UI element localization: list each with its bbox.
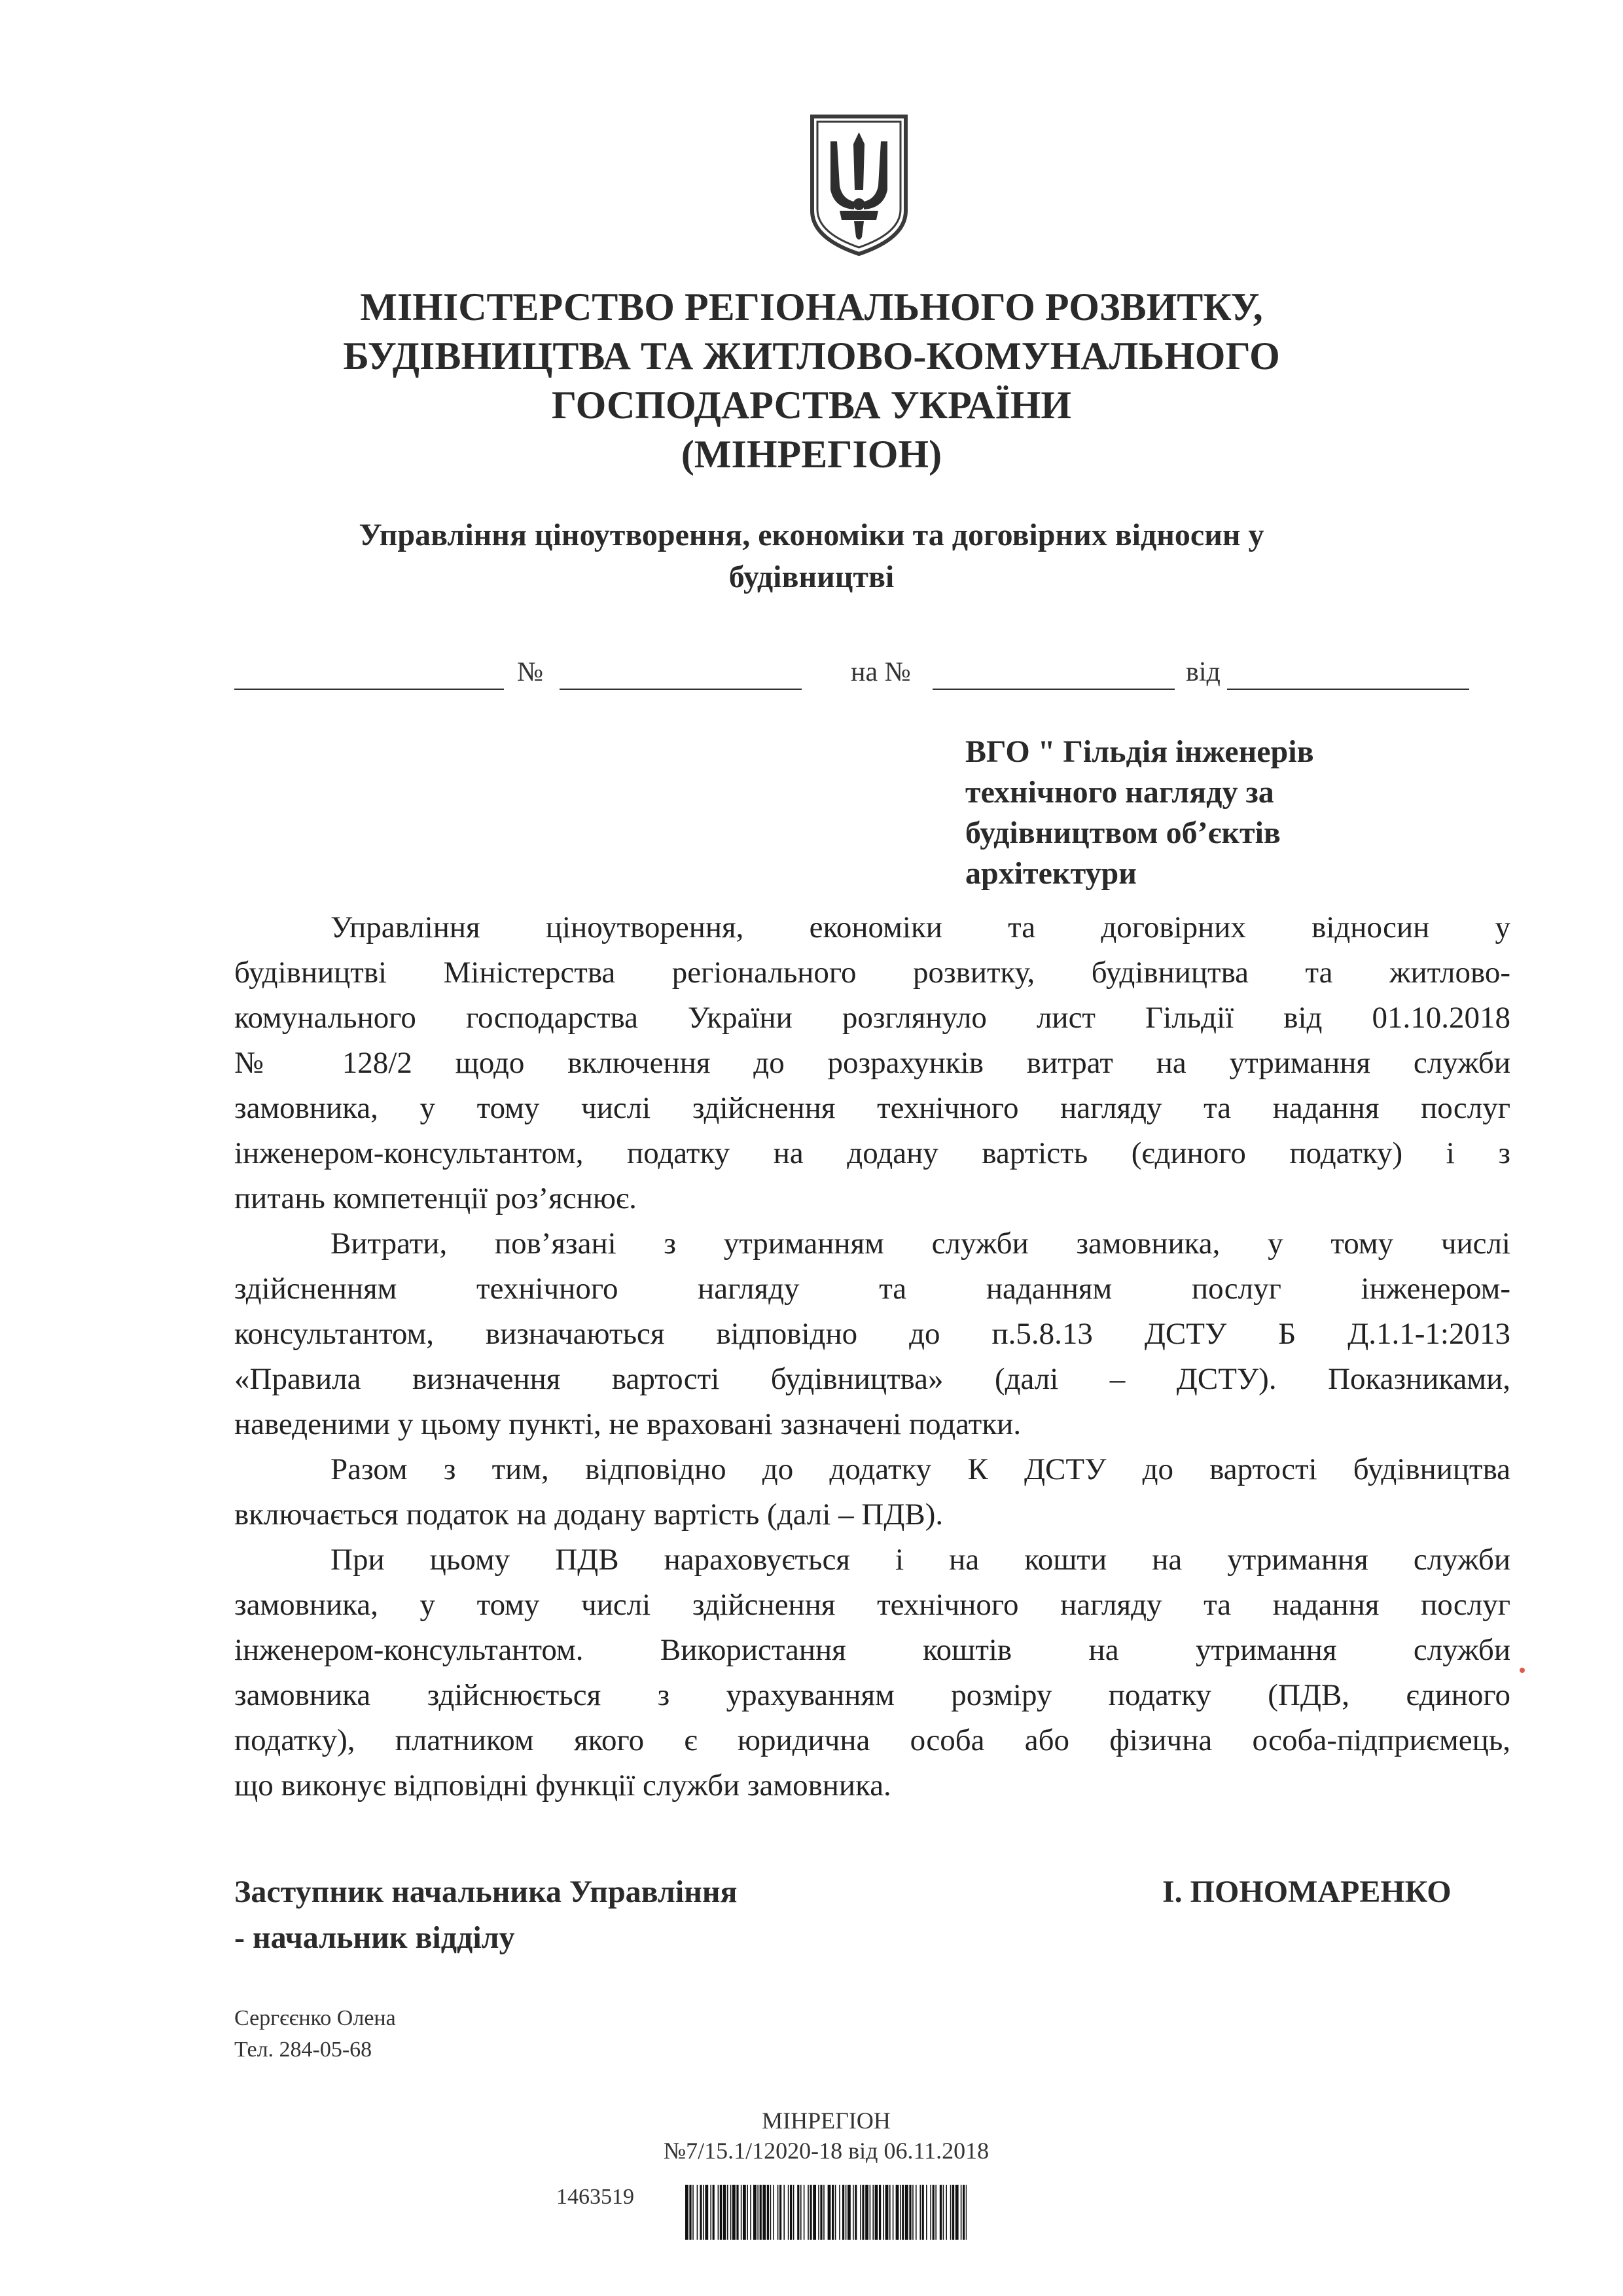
signer-name: І. ПОНОМАРЕНКО: [1162, 1874, 1452, 1909]
body-line: консультантом, визначаються відповідно до п.5.8.13 ДСТУ Б Д.1.1-1:2013: [234, 1317, 1510, 1351]
body-line: Управління ціноутворення, економіки та договірних відносин у: [330, 910, 1510, 944]
ministry-title-line: МІНІСТЕРСТВО РЕГІОНАЛЬНОГО РОЗВИТКУ,: [360, 285, 1263, 329]
date-underline: [234, 689, 504, 690]
body-line: податку), платником якого є юридична особа або фізична особа-підприємець,: [234, 1723, 1510, 1757]
body-line: При цьому ПДВ нараховується і на кошти на утримання служби: [330, 1543, 1510, 1577]
ministry-title-line: (МІНРЕГІОН): [681, 433, 942, 476]
body-line: № 128/2 щодо включення до розрахунків витрат на утримання служби: [234, 1046, 1510, 1080]
body-line: що виконує відповідні функції служби замовника.: [234, 1768, 891, 1803]
on-number-label: на №: [851, 657, 911, 687]
on-number-underline: [933, 689, 1175, 690]
signer-position: Заступник начальника Управління: [234, 1874, 738, 1909]
number-sign: №: [517, 657, 544, 687]
department-line: Управління ціноутворення, економіки та договірних відносин у: [359, 518, 1264, 552]
ministry-title-line: БУДІВНИЦТВА ТА ЖИТЛОВО-КОМУНАЛЬНОГО: [343, 334, 1280, 378]
number-underline: [560, 689, 802, 690]
body-line: включається податок на додану вартість (далі – ПДВ).: [234, 1498, 944, 1532]
addressee-line: архітектури: [965, 856, 1137, 891]
body-line: замовника, у тому числі здійснення технічного нагляду та надання послуг: [234, 1091, 1510, 1125]
body-line: здійсненням технічного нагляду та наданням послуг інженером-: [234, 1272, 1510, 1306]
body-line: замовника здійснюється з урахуванням розміру податку (ПДВ, єдиного: [234, 1678, 1510, 1712]
ministry-title-line: ГОСПОДАРСТВА УКРАЇНИ: [551, 384, 1072, 427]
from-underline: [1227, 689, 1469, 690]
addressee-line: технічного нагляду за: [965, 775, 1274, 810]
registration-org: МІНРЕГІОН: [762, 2108, 891, 2134]
reference-line: [0, 0, 1623, 720]
barcode-icon: [684, 2185, 969, 2240]
from-label: від: [1186, 657, 1221, 687]
body-line: Витрати, пов’язані з утриманням служби замовника, у тому числі: [330, 1227, 1510, 1261]
body-line: комунального господарства України розглянуло лист Гільдії від 01.10.2018: [234, 1001, 1510, 1035]
body-line: замовника, у тому числі здійснення технічного нагляду та надання послуг: [234, 1588, 1510, 1622]
body-line: інженером-консультантом. Використання коштів на утримання служби: [234, 1633, 1510, 1667]
body-line: наведеними у цьому пункті, не враховані зазначені податки.: [234, 1407, 1022, 1441]
ink-dot: [1520, 1668, 1525, 1673]
signer-position-2: - начальник відділу: [234, 1920, 515, 1955]
executor-phone: Тел. 284-05-68: [234, 2037, 372, 2062]
body-line: інженером-консультантом, податку на додану вартість (єдиного податку) і з: [234, 1136, 1510, 1170]
body-line: будівництві Міністерства регіонального розвитку, будівництва та житлово-: [234, 956, 1510, 990]
registration-code: 1463519: [556, 2185, 634, 2209]
executor-name: Сергєєнко Олена: [234, 2006, 396, 2030]
addressee-line: ВГО " Гільдія інженерів: [965, 734, 1314, 769]
addressee: [965, 732, 1489, 894]
addressee-line: будівництвом об’єктів: [965, 816, 1281, 850]
registration-number: №7/15.1/12020-18 від 06.11.2018: [663, 2138, 990, 2164]
body-line: Разом з тим, відповідно до додатку К ДСТУ до вартості будівництва: [330, 1452, 1510, 1486]
body-line: питань компетенції роз’яснює.: [234, 1181, 637, 1215]
body-line: «Правила визначення вартості будівництва» (далі – ДСТУ). Показниками,: [234, 1362, 1510, 1396]
department-line: будівництві: [728, 560, 895, 594]
